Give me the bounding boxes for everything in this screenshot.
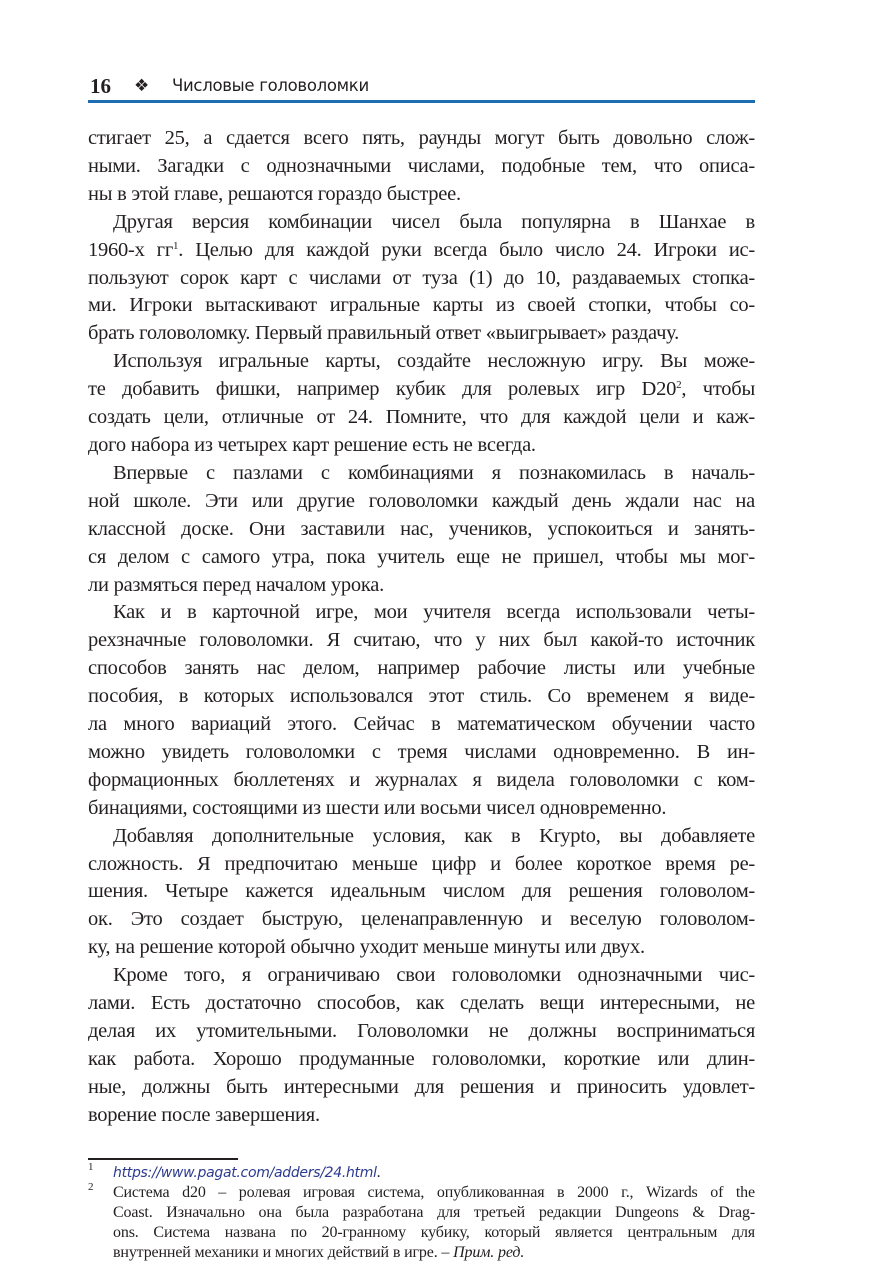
text-line bbox=[88, 209, 755, 237]
text-segment: Другая версия комбинации чисел была популярна в Шанхае в bbox=[113, 210, 755, 233]
footnote-rule bbox=[88, 1158, 238, 1160]
paragraph bbox=[88, 962, 755, 1129]
text-line: ся делом с самого утра, пока учитель еще не пришел, чтобы мы мог- bbox=[88, 545, 755, 568]
page bbox=[88, 0, 755, 1263]
paragraph bbox=[88, 209, 755, 349]
footnotes bbox=[88, 1160, 755, 1263]
paragraph bbox=[88, 823, 755, 963]
text-line: ными. Загадки с однозначными числами, подобные тем, что описа- bbox=[88, 154, 755, 177]
text-line bbox=[88, 348, 755, 376]
text-segment: пользуют сорок карт с числами от туза (1) до 10, раздаваемых стопка- bbox=[88, 266, 755, 289]
text-line: лами. Есть достаточно способов, как сделать вещи интересными, не bbox=[88, 992, 755, 1015]
running-header bbox=[88, 74, 755, 100]
text-line: пособия, в которых использовался этот стиль. Со временем я виде- bbox=[88, 685, 755, 708]
text-line: стигает 25, а сдается всего пять, раунды могут быть довольно слож- bbox=[88, 127, 755, 149]
text-line: Впервые с пазлами с комбинациями я познакомилась в началь- bbox=[113, 461, 755, 484]
text-segment: ми. Игроки вытаскивают игральные карты из своей стопки, чтобы со- bbox=[88, 294, 755, 317]
page-number: 16 bbox=[90, 74, 111, 98]
paragraph bbox=[88, 348, 755, 460]
paragraph bbox=[88, 460, 755, 600]
footnote-ref[interactable]: 2 bbox=[676, 379, 682, 392]
text-line: ны в этой главе, решаются гораздо быстрее. bbox=[88, 182, 461, 205]
footnote-2 bbox=[88, 1180, 755, 1263]
text-segment: . Целью для каждой руки всегда было число 24. Игроки ис- bbox=[178, 238, 755, 261]
footnote-1 bbox=[88, 1160, 755, 1183]
text-line bbox=[88, 292, 755, 320]
text-line: ла много вариаций этого. Сейчас в математическом обучении часто bbox=[88, 713, 755, 736]
text-line: ворение после завершения. bbox=[88, 1103, 320, 1126]
text-line bbox=[88, 376, 755, 404]
text-line: ку, на решение которой обычно уходит меньше минуты или двух. bbox=[88, 936, 645, 959]
ornament-icon: ❖ bbox=[134, 76, 150, 96]
footnote-link[interactable]: https://www.pagat.com/adders/24.html bbox=[113, 1164, 377, 1181]
footnote-text: внутренней механики и многих действий в игре. – bbox=[113, 1243, 454, 1261]
footnote-line bbox=[113, 1243, 755, 1263]
text-segment: дого набора из четырех карт решение есть не всегда. bbox=[88, 433, 536, 456]
paragraph bbox=[88, 599, 755, 822]
text-line: Как и в карточной игре, мои учителя всегда использовали четы- bbox=[113, 601, 755, 624]
footnote-number: 2 bbox=[88, 1180, 94, 1193]
running-title: Числовые головоломки bbox=[172, 76, 369, 95]
text-segment: Используя игральные карты, создайте несложную игру. Вы може- bbox=[113, 350, 755, 373]
text-segment: те добавить фишки, например кубик для ролевых игр D20 bbox=[88, 378, 677, 401]
text-line: делая их утомительными. Головоломки не должны восприниматься bbox=[88, 1020, 755, 1042]
text-segment: брать головоломку. Первый правильный ответ «выигрывает» раздачу. bbox=[88, 322, 679, 345]
text-line: ли размяться перед началом урока. bbox=[88, 573, 384, 596]
header-rule bbox=[88, 100, 755, 103]
text-line: формационных бюллетенях и журналах я видела головоломки с ком- bbox=[88, 768, 755, 791]
text-segment: 1960-х гг bbox=[88, 238, 173, 261]
text-line bbox=[88, 265, 755, 293]
text-line bbox=[88, 237, 755, 265]
text-line bbox=[88, 320, 755, 348]
footnote-number: 1 bbox=[88, 1160, 94, 1173]
text-segment: создать цели, отличные от 24. Помните, что для каждой цели и каж- bbox=[88, 406, 755, 429]
text-line: классной доске. Они заставили нас, учеников, успокоиться и занять- bbox=[88, 517, 755, 540]
paragraph bbox=[88, 125, 755, 209]
text-line bbox=[88, 432, 755, 460]
text-line: бинациями, состоящими из шести или восьми чисел одновременно. bbox=[88, 796, 667, 819]
text-segment: , чтобы bbox=[681, 378, 755, 401]
editor-note: Прим. ред. bbox=[453, 1243, 525, 1261]
footnote-line: Система d20 – ролевая игровая система, опубликованная в 2000 г., Wizards of the bbox=[113, 1183, 755, 1201]
text-line: способов занять нас делом, например рабочие листы или учебные bbox=[88, 657, 755, 680]
text-line: рехзначные головоломки. Я считаю, что у них был какой-то источник bbox=[88, 629, 755, 652]
text-line: Кроме того, я ограничиваю свои головоломки однозначными чис- bbox=[113, 964, 755, 987]
text-line: ок. Это создает быструю, целенаправленную и веселую головолом- bbox=[88, 908, 755, 931]
footnote-line bbox=[113, 1163, 755, 1183]
footnote-line: Coast. Изначально она была разработана для третьей редакции Dungeons & Drag- bbox=[113, 1203, 755, 1221]
text-line: можно увидеть головоломки с тремя числами одновременно. В ин- bbox=[88, 740, 755, 763]
text-line: ные, должны быть интересными для решения и приносить удовлет- bbox=[88, 1075, 755, 1098]
footnote-tail: . bbox=[376, 1163, 381, 1181]
footnote-ref[interactable]: 1 bbox=[172, 239, 179, 252]
footnote-line: ons. Система названа по 20-гранному кубику, который является центральным для bbox=[113, 1223, 755, 1241]
text-line: Добавляя дополнительные условия, как в Krypto, вы добавляете bbox=[113, 824, 755, 847]
body-text bbox=[88, 125, 755, 1130]
text-line bbox=[88, 404, 755, 432]
text-line: сложность. Я предпочитаю меньше цифр и более короткое время ре- bbox=[88, 852, 755, 875]
text-line: шения. Четыре кажется идеальным числом для решения головолом- bbox=[88, 880, 755, 903]
text-line: ной школе. Эти или другие головоломки каждый день ждали нас на bbox=[88, 489, 755, 512]
text-line: как работа. Хорошо продуманные головоломки, короткие или длин- bbox=[88, 1047, 755, 1070]
